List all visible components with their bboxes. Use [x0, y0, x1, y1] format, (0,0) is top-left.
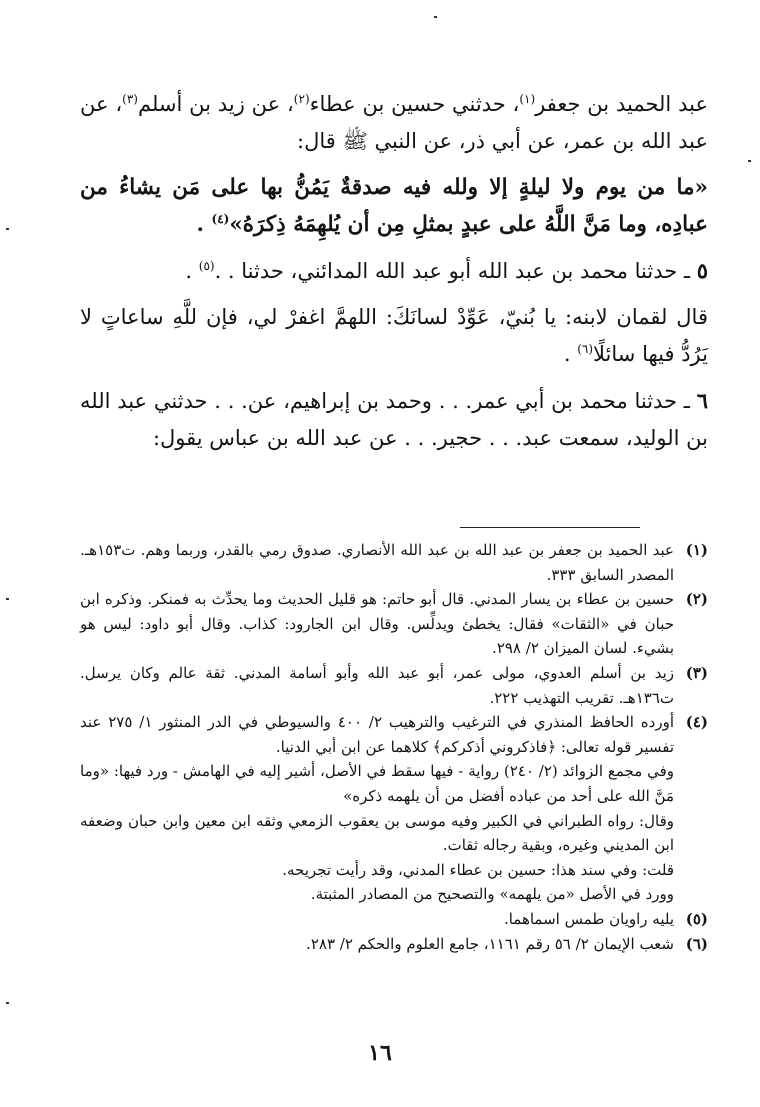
isnad-paragraph — [80, 86, 708, 160]
scan-mark — [748, 160, 751, 162]
footnote-5 — [80, 907, 708, 932]
main-text — [80, 86, 708, 457]
text-run: عبد الحميد بن جعفر — [535, 92, 708, 116]
report-number: ٥ — [696, 258, 708, 283]
report-number: ٦ — [696, 388, 708, 413]
footnote-text: شعب الإيمان ٢/ ٥٦ رقم ١١٦١، جامع العلوم والحكم ٢/ ٢٨٣. — [306, 934, 674, 953]
footnote-text: يليه راويان طمس اسماهما. — [503, 909, 674, 928]
footnote-text: عبد الحميد بن جعفر بن عبد الله بن عبد الله الأنصاري. صدوق رمي بالقدر، وربما وهم. ت١٥٣هـ. المصدر السابق ٣٣٣. — [80, 541, 674, 584]
footnote-4-continuation: قلت: وفي سند هذا: حسين بن عطاء المدني، وقد رأيت تجريحه. — [282, 860, 674, 879]
text-run: ـ حدثنا محمد بن عبد الله أبو عبد الله المدائني، حدثنا . . — [214, 259, 697, 283]
page-number: ١٦ — [368, 1040, 392, 1066]
footnote-1 — [80, 538, 708, 587]
report-5: ٥ ـ حدثنا محمد بن عبد الله أبو عبد الله المدائني، حدثنا . .$^{(٥)}$ . — [185, 258, 708, 283]
footnote-4 — [80, 710, 708, 759]
footnote-4-continuation: وقال: رواه الطبراني في الكبير وفيه موسى بن يعقوب الزمعي وثقه ابن معين وابن حبان وضعفه ابن المديني وغيره، وبقية رجاله ثقات. — [80, 811, 674, 855]
scan-mark — [434, 16, 437, 18]
footnote-4-continuation: وفي مجمع الزوائد (٢/ ٢٤٠) رواية - فيها سقط في الأصل، أشير إليه في الهامش - ورد فيها: «وما مَنَّ الله على أحد من عباده أفضل من أن يلهمه ذكره» — [80, 762, 674, 805]
text-run: «ما من يوم ولا ليلةٍ إلا ولله فيه صدقةٌ يَمُنُّ بها على مَن يشاءُ من عبادِه، وما مَنَّ اللَّهُ على عبدٍ بمثلِ مِن أن يُلهِمَهُ ذِكرَهُ» — [80, 175, 708, 237]
footnote-text: أورده الحافظ المنذري في الترغيب والترهيب ٢/ ٤٠٠ والسيوطي في الدر المنثور ١/ ٢٧٥ عند تفسير قوله تعالى: ﴿فاذكروني أذكركم﴾ كلاهما عن ابن أبي الدنيا. — [80, 713, 674, 756]
text-run: ، حدثني حسين بن عطاء — [309, 92, 520, 116]
footnote-ref[interactable]: (٦) — [577, 342, 594, 356]
footnote-number: (٦) — [685, 934, 708, 953]
text-run: قال لقمان لابنه: يا بُنيّ، عَوِّدْ لسانَكَ: اللهمَّ اغفرْ لي، فإن للَّهِ ساعاتٍ لا يَرُدُّ فيها سائلًا — [80, 305, 708, 366]
footnote-text: زيد بن أسلم العدوي، مولى عمر، أبو عبد الله وأبو أسامة المدني. ثقة عالم وكان يرسل. ت١٣٦هـ. تقريب التهذيب ٢٢٢. — [80, 663, 674, 707]
footnotes — [80, 538, 708, 956]
footnote-ref[interactable]: (٢) — [293, 92, 310, 106]
text-run: ، عن عبد الله بن عمر، عن أبي ذر، عن النبي ﷺ قال: — [80, 92, 708, 153]
footnote-separator — [460, 527, 640, 528]
text-run: ، عن زيد بن أسلم — [137, 92, 294, 116]
scan-mark — [6, 228, 9, 230]
footnote-number: (٥) — [685, 909, 708, 928]
footnote-6 — [80, 932, 708, 957]
footnote-number: (١) — [685, 541, 708, 559]
footnote-text: حسين بن عطاء بن يسار المدني. قال أبو حاتم: هو قليل الحديث وما يحدِّث به فمنكر. وذكره ابن حبان في «الثقات» فقال: يخطئ ويدلِّس. وقال ابن الجارود: كذاب. وقال أبو داود: ليس هو بشيء. لسان الميزان ٢/ ٢٩٨. — [80, 590, 674, 658]
footnote-ref[interactable]: (٣) — [122, 92, 138, 106]
footnote-ref[interactable]: (٤) — [211, 211, 230, 226]
footnote-ref[interactable]: (١) — [519, 92, 536, 106]
hadith-text: «ما من يوم ولا ليلةٍ إلا ولله فيه صدقةٌ يَمُنُّ بها على مَن يشاءُ من عبادِه، وما مَنَّ اللَّهُ على عبدٍ بمثلِ مِن أن يُلهِمَهُ ذِكرَهُ»$^{(٤)}$ . — [80, 175, 708, 237]
footnote-2 — [80, 587, 708, 661]
scan-mark — [6, 1002, 9, 1004]
scan-mark — [6, 598, 9, 600]
footnote-number: (٤) — [685, 713, 708, 732]
footnote-3 — [80, 661, 708, 710]
footnote-number: (٢) — [685, 590, 708, 609]
luqman-quote: قال لقمان لابنه: يا بُنيّ، عَوِّدْ لسانَكَ: اللهمَّ اغفرْ لي، فإن للَّهِ ساعاتٍ لا يَرُدُّ فيها سائلًا$^{(٦)}$ . — [80, 305, 708, 366]
footnote-4-continuation: وورد في الأصل «من يلهمه» والتصحيح من المصادر المثبتة. — [310, 885, 674, 904]
footnote-ref[interactable]: (٥) — [198, 259, 215, 273]
report-6 — [80, 382, 708, 457]
footnote-number: (٣) — [685, 663, 708, 682]
text-run: ـ حدثنا محمد بن أبي عمر. . . وحمد بن إبراهيم، عن. . . حدثني عبد الله بن الوليد، سمعت عبد. . . حجير. . . عن عبد الله بن عباس يقول: — [80, 389, 708, 450]
